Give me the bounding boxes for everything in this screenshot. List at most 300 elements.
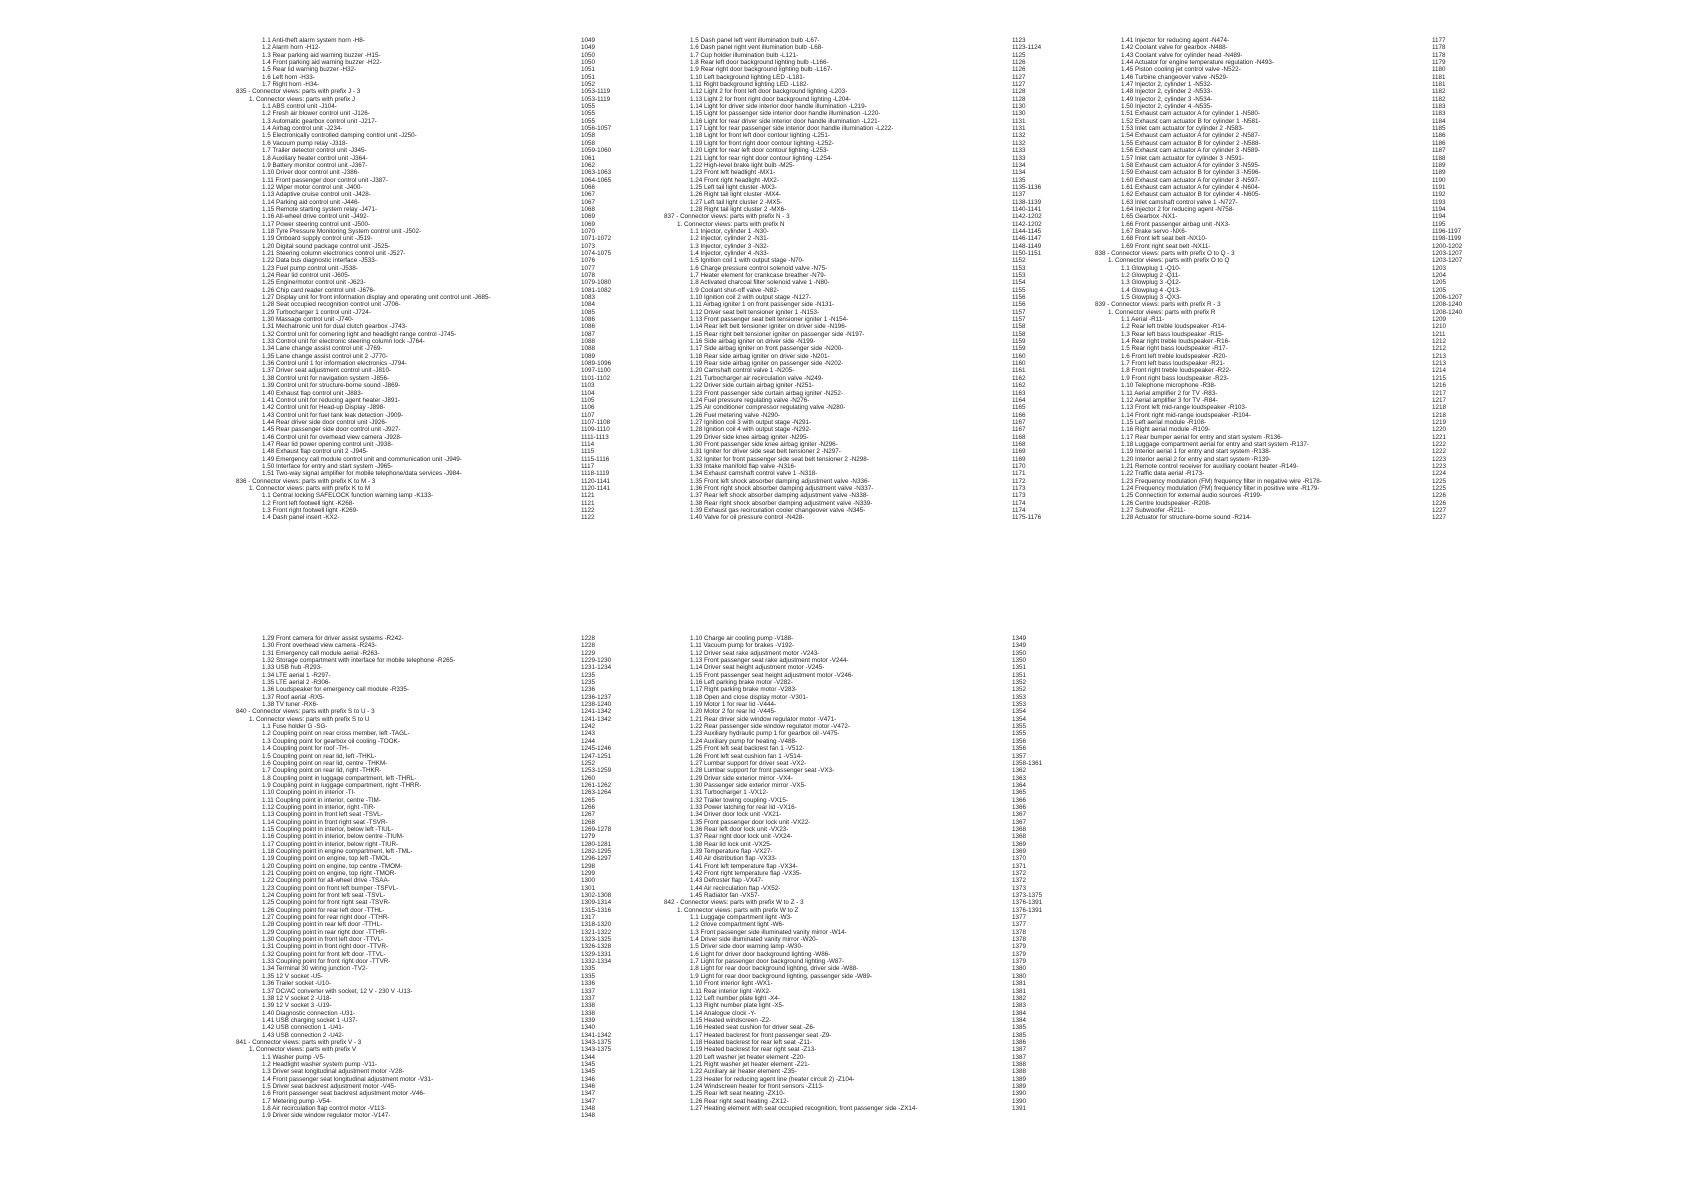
index-entry	[664, 826, 1044, 833]
entry-title: 1.23 Heater for reducing agent line (heater circuit 2) -Z104-	[690, 1075, 855, 1083]
entry-page: 1074-1075	[581, 249, 612, 257]
entry-page: 1178	[1432, 51, 1446, 59]
index-entry	[1095, 279, 1475, 286]
index-entry	[1095, 345, 1475, 352]
entry-title: 1.28 Actuator for structure-borne sound -R214-	[1121, 514, 1252, 522]
index-entry	[236, 66, 616, 73]
entry-page: 1144-1145	[1012, 227, 1042, 235]
index-entry	[664, 1046, 1044, 1053]
entry-title: 1.14 Analogue clock -Y-	[690, 1009, 756, 1017]
index-entry	[664, 1105, 1044, 1112]
entry-title: 1.3 Front right footwell light -K269-	[262, 507, 359, 514]
entry-page: 1208-1240	[1432, 308, 1463, 316]
entry-title: 1.5 Driver side door warning lamp -W30-	[690, 943, 804, 951]
entry-page: 1380	[1012, 972, 1027, 980]
index-entry	[664, 811, 1044, 818]
entry-title: 1.7 Metering pump -V54-	[262, 1097, 332, 1105]
index-entry	[664, 958, 1044, 965]
entry-page: 1086	[581, 323, 596, 331]
index-entry	[664, 657, 1044, 664]
entry-title: 1.24 Fuel pressure regulating valve -N276-	[690, 396, 810, 404]
entry-page: 1181	[1432, 81, 1446, 89]
index-entry	[664, 797, 1044, 804]
entry-title: 840 - Connector views: parts with prefix S to U - 3	[236, 708, 375, 716]
index-entry	[1095, 360, 1475, 367]
entry-page: 1301	[581, 884, 596, 892]
entry-page: 1103	[581, 382, 595, 390]
entry-title: 1.41 Control unit for reducing agent heater -J891-	[262, 396, 400, 404]
entry-page: 1253-1259	[581, 767, 612, 775]
entry-title: 1.4 Injector, cylinder 4 -N33-	[690, 249, 769, 257]
index-entry	[664, 37, 1044, 44]
entry-title: 1.1 Washer pump -V5-	[262, 1053, 326, 1061]
index-entry	[236, 206, 616, 213]
entry-page: 1385	[1012, 1031, 1027, 1039]
index-entry	[664, 110, 1044, 117]
entry-page: 1235	[581, 679, 596, 687]
entry-title: 1.20 Camshaft control valve 1 -N205-	[690, 367, 795, 375]
entry-page: 1152	[1012, 257, 1026, 265]
entry-page: 1238-1240	[581, 701, 612, 709]
entry-title: 1.23 Fuel pump control unit -J538-	[262, 264, 358, 272]
entry-title: 1.1 Aerial -R11-	[1121, 316, 1165, 324]
entry-page: 1228	[581, 642, 596, 650]
entry-page: 1203-1207	[1432, 249, 1463, 257]
entry-page: 1215	[1432, 374, 1447, 382]
entry-title: 1.38 Rear lid lock unit -VX25-	[690, 840, 772, 848]
entry-page: 1083	[581, 294, 596, 302]
index-entry	[1095, 118, 1475, 125]
entry-title: 1.2 Coupling point on rear cross member, left -TAGL-	[262, 730, 410, 738]
entry-page: 1086	[581, 316, 596, 324]
entry-page: 1179	[1432, 59, 1446, 67]
index-entry	[664, 478, 1044, 485]
entry-page: 1390	[1012, 1097, 1027, 1105]
section-heading	[1095, 301, 1475, 308]
entry-title: 1.17 Rear bumper aerial for entry and start system -R136-	[1121, 433, 1283, 441]
index-entry	[664, 199, 1044, 206]
entry-page: 1387	[1012, 1053, 1027, 1061]
entry-page: 1158	[1012, 330, 1026, 338]
entry-title: 1.33 USB hub -R293-	[262, 664, 323, 672]
index-entry	[236, 664, 616, 671]
index-entry	[664, 730, 1044, 737]
entry-title: 1.13 Front passenger seat belt tensioner igniter 1 -N154-	[690, 316, 849, 324]
entry-page: 1063-1063	[581, 169, 612, 177]
subsection-heading	[236, 716, 616, 723]
entry-page: 1260	[581, 774, 596, 782]
entry-page: 1261-1262	[581, 781, 612, 789]
index-entry	[236, 110, 616, 117]
entry-page: 1132	[1012, 139, 1026, 147]
index-entry	[236, 390, 616, 397]
index-entry	[664, 470, 1044, 477]
entry-title: 1.21 Rear driver side window regulator motor -V471-	[690, 715, 837, 723]
index-entry	[236, 635, 616, 642]
entry-page: 1087	[581, 330, 596, 338]
index-entry	[236, 1068, 616, 1075]
index-entry	[236, 951, 616, 958]
entry-title: 1.38 12 V socket 2 -U18-	[262, 994, 332, 1002]
index-entry	[664, 782, 1044, 789]
index-entry	[1095, 463, 1475, 470]
entry-page: 1323-1325	[581, 936, 612, 944]
entry-page: 1049	[581, 44, 596, 52]
entry-page: 1211	[1432, 330, 1446, 338]
entry-title: 1.4 Front parking aid warning buzzer -H22-	[262, 59, 382, 67]
entry-page: 1071-1072	[581, 235, 612, 243]
entry-page: 1326-1328	[581, 943, 612, 951]
entry-page: 1220	[1432, 426, 1447, 434]
entry-title: 1.43 USB connection 2 -U42-	[262, 1031, 344, 1039]
entry-title: 1.21 Remote control receiver for auxiliary coolant heater -R149-	[1121, 462, 1299, 470]
index-entry	[236, 228, 616, 235]
entry-page: 1126	[1012, 59, 1026, 67]
entry-page: 1376-1391	[1012, 899, 1043, 907]
entry-title: 1.41 Front left temperature flap -VX34-	[690, 862, 798, 870]
index-entry	[664, 426, 1044, 433]
subsection-heading	[664, 907, 1044, 914]
index-entry	[236, 132, 616, 139]
index-entry	[236, 1010, 616, 1017]
entry-page: 1353	[1012, 701, 1027, 709]
entry-page: 1167	[1012, 418, 1026, 426]
entry-title: 1.2 Injector, cylinder 2 -N31-	[690, 235, 769, 243]
entry-title: 1.3 Automatic gearbox control unit -J217-	[262, 117, 377, 125]
entry-page: 1365	[1012, 789, 1027, 797]
entry-page: 1236	[581, 686, 596, 694]
entry-title: 1.34 Lane change assist control unit -J769-	[262, 345, 383, 353]
entry-page: 1378	[1012, 936, 1027, 944]
entry-title: 1.39 Control unit for structure-borne sound -J869-	[262, 382, 401, 390]
entry-title: 1.22 Rear passenger side window regulator motor -V472-	[690, 723, 850, 731]
index-entry	[664, 88, 1044, 95]
index-entry	[664, 995, 1044, 1002]
entry-title: 1.28 Coupling point in rear left door -TTHL-	[262, 921, 383, 929]
index-entry	[236, 301, 616, 308]
entry-title: 1.19 Interior aerial 1 for entry and start system -R138-	[1121, 448, 1271, 456]
index-entry	[1095, 88, 1475, 95]
entry-page: 1338	[581, 1009, 596, 1017]
entry-title: 1.13 Front left mid-range loudspeaker -R103-	[1121, 404, 1248, 412]
index-column-1	[236, 37, 616, 522]
entry-page: 1213	[1432, 360, 1447, 368]
index-entry	[664, 1083, 1044, 1090]
entry-page: 1089-1096	[581, 360, 612, 368]
entry-page: 1218	[1432, 404, 1447, 412]
entry-title: 1.29 Driver side exterior mirror -VX4-	[690, 774, 793, 782]
entry-page: 1051	[581, 73, 596, 81]
entry-page: 1222	[1432, 440, 1447, 448]
entry-page: 1055	[581, 110, 596, 118]
index-entry	[664, 500, 1044, 507]
entry-title: 1.16 All-wheel drive control unit -J492-	[262, 213, 369, 221]
entry-page: 1133	[1012, 154, 1026, 162]
entry-page: 1077	[581, 264, 596, 272]
entry-title: 1.62 Exhaust cam actuator B for cylinder 4 -N605-	[1121, 191, 1261, 199]
index-entry	[236, 316, 616, 323]
entry-page: 1298	[581, 862, 596, 870]
entry-page: 1341-1342	[581, 1031, 612, 1039]
entry-title: 1.5 Glowplug 3 -QX3-	[1121, 294, 1182, 302]
entry-title: 1.64 Injector 2 for reducing agent -N758-	[1121, 205, 1235, 213]
index-entry	[664, 140, 1044, 147]
entry-title: 1.7 Cup holder illumination bulb -L121-	[690, 51, 799, 59]
entry-page: 1222	[1432, 448, 1447, 456]
entry-title: 1.11 Coupling point in interior, centre -TIM-	[262, 796, 381, 804]
entry-page: 1050	[581, 59, 596, 67]
entry-page: 1245-1246	[581, 745, 612, 753]
entry-title: 1.22 High-level brake light bulb -M25-	[690, 161, 795, 169]
entry-title: 1.63 Inlet camshaft control valve 1 -N727-	[1121, 198, 1238, 206]
entry-title: 1.69 Front right seat belt -NX11-	[1121, 242, 1211, 250]
entry-page: 1121	[581, 492, 595, 500]
entry-title: 1.4 Rear right treble loudspeaker -R16-	[1121, 338, 1231, 346]
entry-page: 1350	[1012, 657, 1027, 665]
entry-title: 1.8 Activated charcoal filter solenoid valve 1 -N80-	[690, 279, 830, 287]
index-entry	[236, 694, 616, 701]
entry-title: 1.42 Front right temperature flap -VX35-	[690, 870, 802, 877]
index-entry	[1095, 272, 1475, 279]
index-entry	[236, 184, 616, 191]
entry-page: 1161	[1012, 367, 1026, 375]
entry-page: 1379	[1012, 950, 1027, 958]
entry-title: 1.16 Heated seat cushion for driver seat -Z6-	[690, 1024, 815, 1032]
entry-title: 1.13 Right number plate light -X5-	[690, 1002, 785, 1010]
entry-page: 1122	[581, 514, 595, 522]
index-entry	[236, 309, 616, 316]
entry-page: 1384	[1012, 1016, 1027, 1024]
entry-title: 1.4 Coupling point for roof -TH-	[262, 745, 349, 753]
entry-title: 1.19 Motor 1 for rear lid -V444-	[690, 701, 777, 709]
index-entry	[1095, 44, 1475, 51]
entry-title: 1.27 Left tail light cluster 2 -MX5-	[690, 198, 783, 206]
entry-title: 1.20 Digital sound package control unit -J525-	[262, 242, 391, 250]
entry-page: 1170	[1012, 462, 1026, 470]
index-entry	[236, 789, 616, 796]
entry-page: 1353	[1012, 693, 1027, 701]
index-entry	[664, 147, 1044, 154]
index-entry	[1095, 492, 1475, 499]
index-entry	[236, 877, 616, 884]
entry-title: 1.39 Temperature flap -VX27-	[690, 847, 773, 855]
entry-title: 1.10 Left background lighting LED -L181-	[690, 73, 805, 81]
entry-page: 1067	[581, 191, 596, 199]
entry-title: 1.24 Coupling point for front left seat -TSVL-	[262, 892, 386, 900]
index-entry	[1095, 96, 1475, 103]
index-entry	[664, 775, 1044, 782]
entry-page: 1165	[1012, 404, 1026, 412]
entry-title: 1.3 Glowplug 3 -Q12-	[1121, 279, 1181, 287]
index-entry	[1095, 199, 1475, 206]
index-entry	[1095, 397, 1475, 404]
index-entry	[1095, 66, 1475, 73]
entry-title: 1.54 Exhaust cam actuator A for cylinder 2 -N587-	[1121, 132, 1260, 140]
entry-page: 1191	[1432, 183, 1446, 191]
index-entry	[664, 360, 1044, 367]
entry-title: 1.6 Vacuum pump relay -J318-	[262, 139, 348, 147]
entry-page: 1348	[581, 1112, 596, 1120]
index-entry	[1095, 184, 1475, 191]
entry-page: 1164	[1012, 396, 1026, 404]
index-entry	[664, 279, 1044, 286]
entry-page: 1159	[1012, 338, 1026, 346]
index-entry	[664, 169, 1044, 176]
entry-title: 1.41 Injector for reducing agent -N474-	[1121, 37, 1230, 44]
entry-page: 1189	[1432, 169, 1446, 177]
index-entry	[1095, 155, 1475, 162]
entry-title: 1. Connector views: parts with prefix W to Z	[677, 906, 799, 914]
index-entry	[1095, 390, 1475, 397]
index-entry	[236, 686, 616, 693]
index-entry	[664, 973, 1044, 980]
entry-page: 1205	[1432, 286, 1447, 294]
entry-title: 1. Connector views: parts with prefix S to U	[249, 715, 370, 723]
entry-title: 1.14 Driver seat height adjustment motor -V245-	[690, 664, 825, 672]
entry-title: 1.19 Heated backrest for rear right seat -Z13-	[690, 1046, 817, 1054]
entry-title: 1.7 Right horn -H34-	[262, 81, 320, 89]
entry-page: 1373-1375	[1012, 892, 1043, 900]
index-entry	[664, 672, 1044, 679]
entry-page: 1337	[581, 994, 596, 1002]
index-entry	[236, 272, 616, 279]
entry-title: 1.14 Rear left belt tensioner igniter on driver side -N196-	[690, 323, 847, 331]
entry-page: 1317	[581, 914, 596, 922]
index-entry	[664, 294, 1044, 301]
index-entry	[664, 716, 1044, 723]
index-entry	[1095, 177, 1475, 184]
entry-title: 1.15 Front passenger seat height adjustment motor -V246-	[690, 671, 854, 679]
entry-title: 1.44 Air recirculation flap -VX52-	[690, 884, 781, 892]
index-entry	[236, 672, 616, 679]
entry-page: 1153	[1012, 264, 1026, 272]
index-entry	[1095, 162, 1475, 169]
entry-title: 1.21 Light for rear right door contour lighting -L254-	[690, 154, 833, 162]
subsection-heading	[236, 96, 616, 103]
entry-title: 1.25 Coupling point for front right seat -TSVR-	[262, 899, 391, 907]
index-entry	[236, 1061, 616, 1068]
entry-title: 1.9 Rear right door background lighting bulb -L167-	[690, 66, 833, 74]
index-entry	[664, 448, 1044, 455]
entry-page: 1280-1281	[581, 840, 612, 848]
entry-page: 1343-1375	[581, 1038, 612, 1046]
index-entry	[236, 125, 616, 132]
index-entry	[236, 767, 616, 774]
entry-page: 1138-1139	[1012, 198, 1042, 206]
index-entry	[236, 1098, 616, 1105]
index-entry	[664, 767, 1044, 774]
entry-page: 1200-1202	[1432, 242, 1463, 250]
entry-page: 1268	[581, 818, 596, 826]
entry-title: 1.7 Coupling point on rear lid, right -THKR-	[262, 767, 382, 775]
entry-title: 1.15 Left aerial module -R108-	[1121, 418, 1207, 426]
entry-title: 1.14 Front right mid-range loudspeaker -R104-	[1121, 411, 1251, 419]
index-entry	[664, 980, 1044, 987]
index-entry	[664, 929, 1044, 936]
index-entry	[664, 694, 1044, 701]
index-entry	[664, 914, 1044, 921]
index-entry	[236, 701, 616, 708]
entry-page: 1155	[1012, 286, 1026, 294]
entry-page: 1347	[581, 1090, 596, 1098]
entry-title: 1.50 Interface for entry and start system -J965-	[262, 462, 393, 470]
entry-page: 1339	[581, 1016, 596, 1024]
entry-title: 1.22 Coupling point for all-wheel drive -TSAA-	[262, 877, 390, 885]
entry-page: 1242	[581, 723, 596, 731]
entry-page: 1190	[1432, 176, 1446, 184]
entry-title: 1. Connector views: parts with prefix O to Q	[1108, 257, 1230, 265]
entry-title: 1.8 Rear left door background lighting bulb -L166-	[690, 59, 829, 67]
index-entry	[236, 988, 616, 995]
entry-title: 1.29 Driver side knee airbag igniter -N295-	[690, 433, 809, 441]
entry-page: 1366	[1012, 796, 1027, 804]
entry-title: 1.8 Front right treble loudspeaker -R22-	[1121, 367, 1232, 375]
section-heading	[236, 478, 616, 485]
entry-title: 1.34 Exhaust camshaft control valve 1 -N318-	[690, 470, 818, 478]
entry-page: 1051	[581, 66, 596, 74]
entry-page: 1217	[1432, 396, 1447, 404]
entry-page: 1055	[581, 117, 596, 125]
entry-page: 1127	[1012, 73, 1026, 81]
entry-page: 1371	[1012, 862, 1027, 870]
index-entry	[236, 1002, 616, 1009]
index-entry	[664, 265, 1044, 272]
index-entry	[236, 657, 616, 664]
index-entry	[664, 118, 1044, 125]
index-entry	[664, 1024, 1044, 1031]
index-entry	[1095, 81, 1475, 88]
entry-title: 1.51 Exhaust cam actuator A for cylinder 1 -N580-	[1121, 110, 1260, 118]
entry-page: 1205	[1432, 279, 1447, 287]
entry-title: 1.46 Control unit for overhead view camera -J928-	[262, 433, 403, 441]
entry-page: 1159	[1012, 345, 1026, 353]
entry-title: 1.10 Ignition coil 2 with output stage -N127-	[690, 294, 812, 302]
entry-title: 1.11 Airbag igniter 1 on front passenger side -N131-	[690, 301, 835, 309]
entry-page: 1050	[581, 51, 596, 59]
entry-title: 1.33 Coupling point for front right door -TTVR-	[262, 958, 391, 966]
entry-page: 1351	[1012, 671, 1027, 679]
entry-page: 1107	[581, 411, 595, 419]
entry-page: 1212	[1432, 345, 1447, 353]
entry-page: 1354	[1012, 715, 1027, 723]
entry-page: 1241-1342	[581, 708, 612, 716]
entry-title: 1.47 Rear lid power opening control unit -J938-	[262, 440, 393, 448]
entry-page: 1175-1176	[1012, 514, 1042, 522]
entry-title: 1.5 Rear lid warning buzzer -H32-	[262, 66, 357, 74]
entry-page: 1158	[1012, 323, 1026, 331]
entry-page: 1134	[1012, 161, 1026, 169]
index-entry	[1095, 206, 1475, 213]
index-entry	[664, 650, 1044, 657]
entry-title: 1.4 Driver side illuminated vanity mirror -W20-	[690, 936, 818, 944]
entry-title: 1.26 Fuel metering valve -N290-	[690, 411, 780, 419]
entry-title: 1.49 Injector 2, cylinder 3 -N534-	[1121, 95, 1213, 103]
entry-title: 1.36 Front right shock absorber damping adjustment valve -N337-	[690, 484, 874, 492]
entry-page: 1079-1080	[581, 279, 612, 287]
entry-page: 1225	[1432, 477, 1447, 485]
entry-title: 1.12 Wiper motor control unit -J400-	[262, 183, 363, 191]
entry-title: 1.6 Left horn -H33-	[262, 73, 315, 81]
entry-page: 1345	[581, 1060, 596, 1068]
entry-page: 1088	[581, 345, 596, 353]
entry-title: 1.26 Right tail light cluster -MX4-	[690, 191, 781, 199]
index-entry	[236, 1054, 616, 1061]
index-entry	[236, 162, 616, 169]
entry-title: 1.30 Front passenger side knee airbag igniter -N296-	[690, 440, 838, 448]
index-entry	[236, 257, 616, 264]
entry-page: 1107-1108	[581, 418, 611, 426]
index-entry	[1095, 331, 1475, 338]
